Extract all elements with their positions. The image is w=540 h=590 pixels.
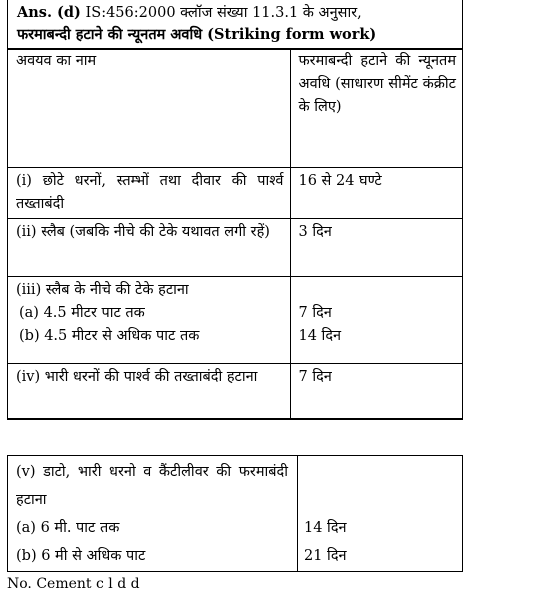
table-row [8, 364, 462, 419]
subitem-period: 14 दिन [298, 328, 342, 344]
member-cell [8, 277, 290, 364]
answer-title: फरमाबन्दी हटाने की न्यूनतम अवधि (Striking form work) [17, 26, 377, 43]
formwork-table [8, 49, 462, 419]
table-row-continued [7, 455, 463, 572]
subitem-label: (a) 6 मी. पाट तक [16, 520, 120, 536]
period-cell [304, 514, 347, 570]
subitem-period: 14 दिन [304, 520, 347, 536]
subitem-period: 7 दिन [298, 305, 332, 321]
cut-off-text: No. Cement c l d d [7, 576, 140, 590]
member-cell: (iv) भारी धरनों की पार्श्व की तख्ताबंदी हटाना [8, 364, 290, 419]
answer-prefix: Ans. (d) [17, 4, 81, 21]
period-cell: 3 दिन [290, 219, 462, 277]
answer-block [8, 0, 462, 49]
table-header-row [8, 50, 462, 168]
member-cell [16, 458, 288, 570]
cut-off-text-line [7, 574, 140, 590]
member-heading: (v) डाटो, भारी धरनो व कैंटीलीवर की फरमाबंदी हटाना [16, 464, 288, 508]
period-cell: 7 दिन [290, 364, 462, 419]
subitem-label: (b) 6 मी से अधिक पाट [16, 548, 146, 564]
member-heading: (iii) स्लैब के नीचे की टेके हटाना [16, 282, 189, 298]
answer-table-frame [7, 0, 463, 420]
subitem-label: (b) 4.5 मीटर से अधिक पाट तक [19, 328, 200, 344]
subitem-period: 21 दिन [304, 548, 347, 564]
answer-reference: IS:456:2000 क्लॉज संख्या 11.3.1 के अनुसार, [80, 5, 362, 21]
header-minimum-period: फरमाबन्दी हटाने की न्यूनतम अवधि (साधारण सीमेंट कंक्रीट के लिए) [290, 50, 462, 168]
member-cell: (ii) स्लैब (जबकि नीचे की टेके यथावत लगी रहें) [8, 219, 290, 277]
subitem-label: (a) 4.5 मीटर पाट तक [19, 305, 145, 321]
table-row [8, 219, 462, 277]
member-cell: (i) छोटे धरनों, स्तम्भों तथा दीवार की पार्श्व तख्ताबंदी [8, 168, 290, 219]
answer-line [17, 2, 454, 24]
period-cell: 16 से 24 घण्टे [290, 168, 462, 219]
table-row [8, 168, 462, 219]
header-member-name: अवयव का नाम [8, 50, 290, 168]
table-row [8, 277, 462, 364]
period-cell [290, 277, 462, 364]
column-divider [297, 456, 298, 571]
